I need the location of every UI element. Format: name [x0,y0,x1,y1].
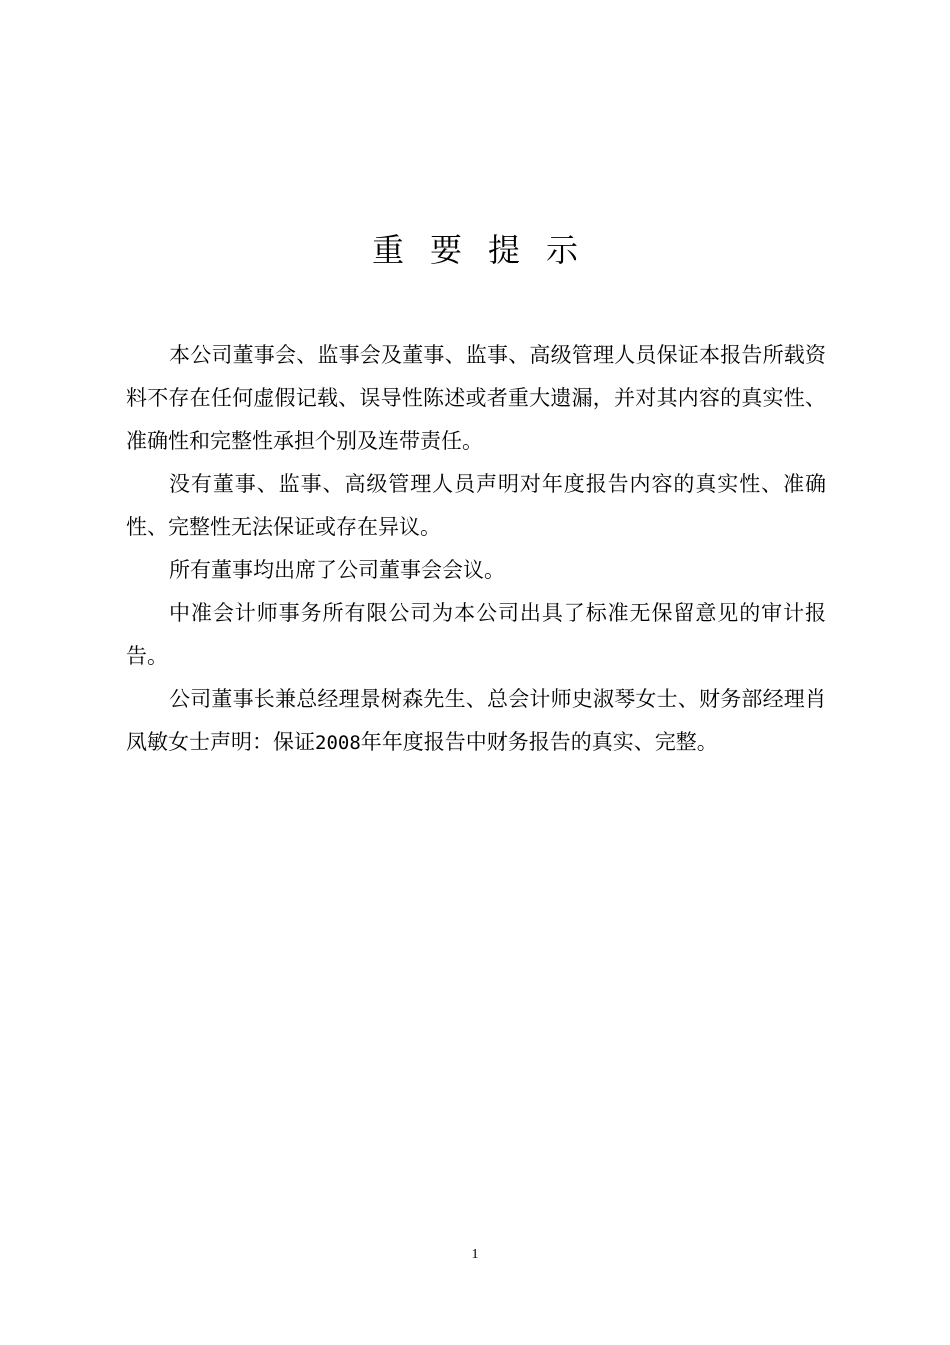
report-year: 2008 [315,732,361,754]
paragraph-board-guarantee: 本公司董事会、监事会及董事、监事、高级管理人员保证本报告所载资料不存在任何虚假记载、误导性陈述或者重大遗漏，并对其内容的真实性、准确性和完整性承担个别及连带责任。 [126,343,826,453]
page-title: 重要提示 [371,231,604,269]
page-number: 1 [471,1247,479,1262]
statement-text-after: 年年度报告中财务报告的真实、完整。 [360,730,718,754]
notice-body [126,334,826,765]
statement-text-before: 公司董事长兼总经理景树森先生、总会计师史淑琴女士、财务部经理肖凤敏女士声明：保证 [126,687,826,754]
paragraph-audit-opinion: 中准会计师事务所有限公司为本公司出具了标准无保留意见的审计报告。 [126,601,826,668]
paragraph-attendance: 所有董事均出席了公司董事会会议。 [169,558,505,582]
paragraph-no-objection: 没有董事、监事、高级管理人员声明对年度报告内容的真实性、准确性、完整性无法保证或存在异议。 [126,472,826,539]
paragraph-financial-statement [126,678,826,765]
